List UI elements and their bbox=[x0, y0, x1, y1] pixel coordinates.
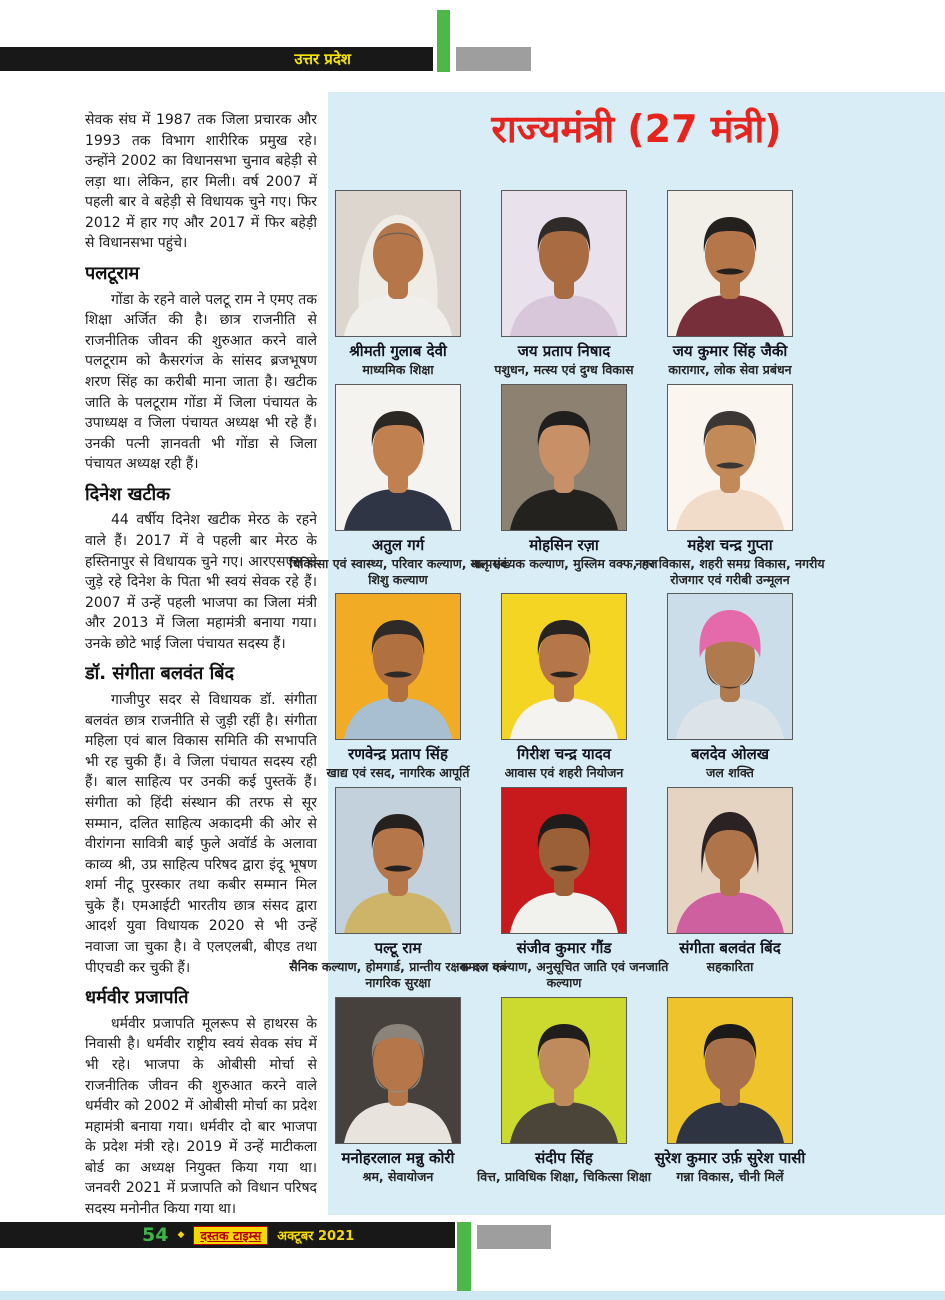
minister-card bbox=[647, 190, 813, 378]
article-sections bbox=[85, 263, 317, 1217]
ministers-grid bbox=[289, 190, 825, 1184]
minister-photo bbox=[667, 787, 793, 934]
minister-card bbox=[635, 384, 825, 588]
minister-photo bbox=[501, 997, 627, 1144]
left-column bbox=[85, 110, 317, 1217]
section-paragraph: 44 वर्षीय दिनेश खटीक मेरठ के रहने वाले हैं। 2017 में वे पहली बार मेरठ के हस्तिनापुर से विधायक चुने गए। आरएसएस से जुड़े रहे दिनेश के पिता भी स्वयं सेवक रहे हैं। 2007 में उन्हें पहली भाजपा का जिला मंत्री और 2013 में जिला महामंत्री बनाया गया। उनके छोटे भाई जिला पंचायत सदस्य हैं। bbox=[85, 512, 317, 652]
minister-portfolio: खाद्य एवं रसद, नागरिक आपूर्ति bbox=[326, 765, 470, 781]
minister-portfolio: नगर विकास, शहरी समग्र विकास, नगरीय रोजगार एवं गरीबी उन्मूलन bbox=[635, 555, 825, 587]
portrait-illustration bbox=[502, 385, 626, 530]
portrait-illustration bbox=[336, 385, 460, 530]
minister-name: अतुल गर्ग bbox=[371, 535, 425, 554]
minister-photo bbox=[335, 997, 461, 1144]
footer-gray-block bbox=[477, 1225, 551, 1249]
minister-photo bbox=[667, 190, 793, 337]
section-paragraph: गाजीपुर सदर से विधायक डॉ. संगीता बलवंत छात्र राजनीति से जुड़ी रहीं है। संगीता महिला एवं बाल विकास समिति की सभापति भी रह चुकी हैं। वे जिला पंचायत सदस्य रही हैं। बाल साहित्य पर उनकी कई पुस्तकें हैं। संगीता को हिंदी संस्थान की तरफ से सूर सम्मान, दलित साहित्य अकादमी की ओर से वीरांगना सावित्री बाई फुले अवॉर्ड के अलावा काव्य श्री, उप्र साहित्य परिषद द्वारा इंदू भूषण शर्मा नीटू पुरस्कार तथा कबीर सम्मान मिल चुके हैं। एमआईटी भारतीय छात्र संसद द्वारा आदर्श युवा विधायक 2020 से भी उन्हें नवाजा जा चुका है। वे एलएलबी, बीएड तथा पीएचडी कर चुकी हैं। bbox=[85, 692, 317, 976]
minister-name: जय कुमार सिंह जैकी bbox=[672, 342, 788, 360]
header-green-accent bbox=[437, 10, 450, 72]
minister-name: संजीव कुमार गौंड bbox=[516, 939, 612, 957]
panel-title: राज्यमंत्री (27 मंत्री) bbox=[491, 107, 782, 151]
minister-name: मनोहरलाल मन्नु कोरी bbox=[341, 1148, 455, 1167]
portrait-illustration bbox=[336, 998, 460, 1143]
minister-name: संगीता बलवंत बिंद bbox=[679, 939, 781, 957]
minister-photo bbox=[335, 593, 461, 740]
minister-name: जय प्रताप निषाद bbox=[517, 342, 611, 360]
portrait-illustration bbox=[336, 594, 460, 739]
issue-date: अक्टूबर 2021 bbox=[277, 1229, 355, 1244]
minister-portfolio: गन्ना विकास, चीनी मिलें bbox=[676, 1168, 784, 1184]
section-paragraph: गोंडा के रहने वाले पलटू राम ने एमए तक शिक्षा अर्जित की है। छात्र राजनीति से राजनीतिक जीवन की शुरुआत करने वाले पलटूराम को कैसरगंज के सांसद ब्रजभूषण शरण सिंह का करीबी माना जाता है। खटीक जाति के पलटूराम गोंडा में जिला पंचायत के उपाध्यक्ष व जिला पंचायत अध्यक्ष भी रहे हैं। उनकी पत्नी ज्ञानवती भी गोंडा से जिला पंचायत अध्यक्ष रही हैं। bbox=[85, 291, 317, 473]
minister-portfolio: सहकारिता bbox=[706, 959, 754, 974]
section-heading: पलटूराम bbox=[85, 263, 140, 285]
region-label: उत्तर प्रदेश bbox=[294, 50, 351, 68]
minister-photo bbox=[335, 190, 461, 337]
portrait-illustration bbox=[336, 788, 460, 933]
minister-photo bbox=[501, 384, 627, 531]
minister-photo bbox=[501, 787, 627, 934]
minister-portfolio: जल शक्ति bbox=[706, 765, 754, 781]
section-heading: दिनेश खटीक bbox=[85, 483, 170, 505]
minister-name: रणवेन्द्र प्रताप सिंह bbox=[348, 745, 448, 764]
minister-name: पल्टू राम bbox=[374, 939, 422, 957]
portrait-illustration bbox=[668, 594, 792, 739]
page-footer-bar bbox=[0, 1222, 455, 1248]
section-paragraph: धर्मवीर प्रजापति मूलरूप से हाथरस के निवासी है। धर्मवीर राष्ट्रीय स्वयं सेवक संघ में भी रहे। भाजपा के ओबीसी मोर्चा से राजनीतिक जीवन की शुरुआत करने वाले धर्मवीर को 2002 में ओबीसी मोर्चा का प्रदेश महामंत्री बनाया गया। धर्मवीर दो बार भाजपा के प्रदेश मंत्री रहे। 2019 में उन्हें माटीकला बोर्ड का अध्यक्ष नियुक्त किया गया था। जनवरी 2021 में प्रजापति को विधान परिषद सदस्य मनोनीत किया गया था। bbox=[85, 1015, 317, 1217]
minister-portfolio: कारागार, लोक सेवा प्रबंधन bbox=[668, 362, 792, 377]
minister-name: श्रीमती गुलाब देवी bbox=[349, 342, 447, 360]
minister-portfolio: श्रम, सेवायोजन bbox=[362, 1168, 434, 1184]
intro-paragraph: सेवक संघ में 1987 तक जिला प्रचारक और 1993 तक विभाग शारीरिक प्रमुख रहे। उन्होंने 2002 का विधानसभा चुनाव बहेड़ी से लड़ा था। लेकिन, हार मिली। वर्ष 2007 में पहली बार वे बहेड़ी से विधायक चुने गए। फिर 2012 में हार गए और 2017 में फिर बहेड़ी से विधानसभा पहुंचे। bbox=[85, 112, 317, 252]
minister-portfolio: माध्यमिक शिक्षा bbox=[362, 362, 434, 377]
minister-portfolio: समाज कल्याण, अनुसूचित जाति एवं जनजाति कल्याण bbox=[459, 959, 669, 990]
minister-photo bbox=[667, 593, 793, 740]
portrait-illustration bbox=[502, 594, 626, 739]
minister-name: महेश चन्द्र गुप्ता bbox=[687, 535, 773, 554]
portrait-illustration bbox=[668, 998, 792, 1143]
minister-portfolio: अल्पसंख्यक कल्याण, मुस्लिम वक्फ, हज bbox=[470, 555, 658, 571]
page-header-bar bbox=[0, 47, 433, 71]
portrait-illustration bbox=[502, 788, 626, 933]
portrait-illustration bbox=[668, 385, 792, 530]
magazine-logo: दस्तक टाइम्स bbox=[193, 1226, 268, 1245]
section-heading: धर्मवीर प्रजापति bbox=[85, 987, 189, 1009]
section-heading: डॉ. संगीता बलवंत बिंद bbox=[85, 663, 235, 685]
bottom-blue-strip bbox=[0, 1291, 945, 1300]
minister-card bbox=[647, 593, 813, 781]
diamond-icon: ◆ bbox=[177, 1230, 185, 1240]
portrait-illustration bbox=[336, 191, 460, 336]
minister-name: संदीप सिंह bbox=[535, 1148, 593, 1167]
minister-portfolio: आवास एवं शहरी नियोजन bbox=[504, 765, 624, 781]
minister-portfolio: चिकित्सा एवं स्वास्थ्य, परिवार कल्याण, मातृ एवं शिशु कल्याण bbox=[289, 555, 507, 587]
minister-card bbox=[647, 787, 813, 991]
minister-photo bbox=[501, 190, 627, 337]
minister-photo bbox=[335, 787, 461, 934]
minister-name: सुरेश कुमार उर्फ़ सुरेश पासी bbox=[654, 1148, 806, 1167]
portrait-illustration bbox=[502, 998, 626, 1143]
minister-name: बलदेव ओलख bbox=[690, 745, 770, 764]
minister-name: गिरीश चन्द्र यादव bbox=[516, 745, 611, 764]
header-gray-block bbox=[456, 47, 531, 71]
minister-photo bbox=[335, 384, 461, 531]
minister-portfolio: पशुधन, मत्स्य एवं दुग्ध विकास bbox=[494, 362, 634, 377]
portrait-illustration bbox=[502, 191, 626, 336]
portrait-illustration bbox=[668, 191, 792, 336]
footer-green-accent bbox=[457, 1222, 471, 1295]
minister-photo bbox=[667, 997, 793, 1144]
minister-photo bbox=[501, 593, 627, 740]
portrait-illustration bbox=[668, 788, 792, 933]
page-number: 54 bbox=[142, 1224, 169, 1246]
minister-name: मोहसिन रज़ा bbox=[529, 535, 599, 554]
minister-portfolio: सैनिक कल्याण, होमगार्ड, प्रान्तीय रक्षक दल एवं नागरिक सुरक्षा bbox=[289, 959, 507, 990]
minister-photo bbox=[667, 384, 793, 531]
minister-card bbox=[647, 997, 813, 1185]
minister-portfolio: वित्त, प्राविधिक शिक्षा, चिकित्सा शिक्षा bbox=[477, 1168, 651, 1184]
